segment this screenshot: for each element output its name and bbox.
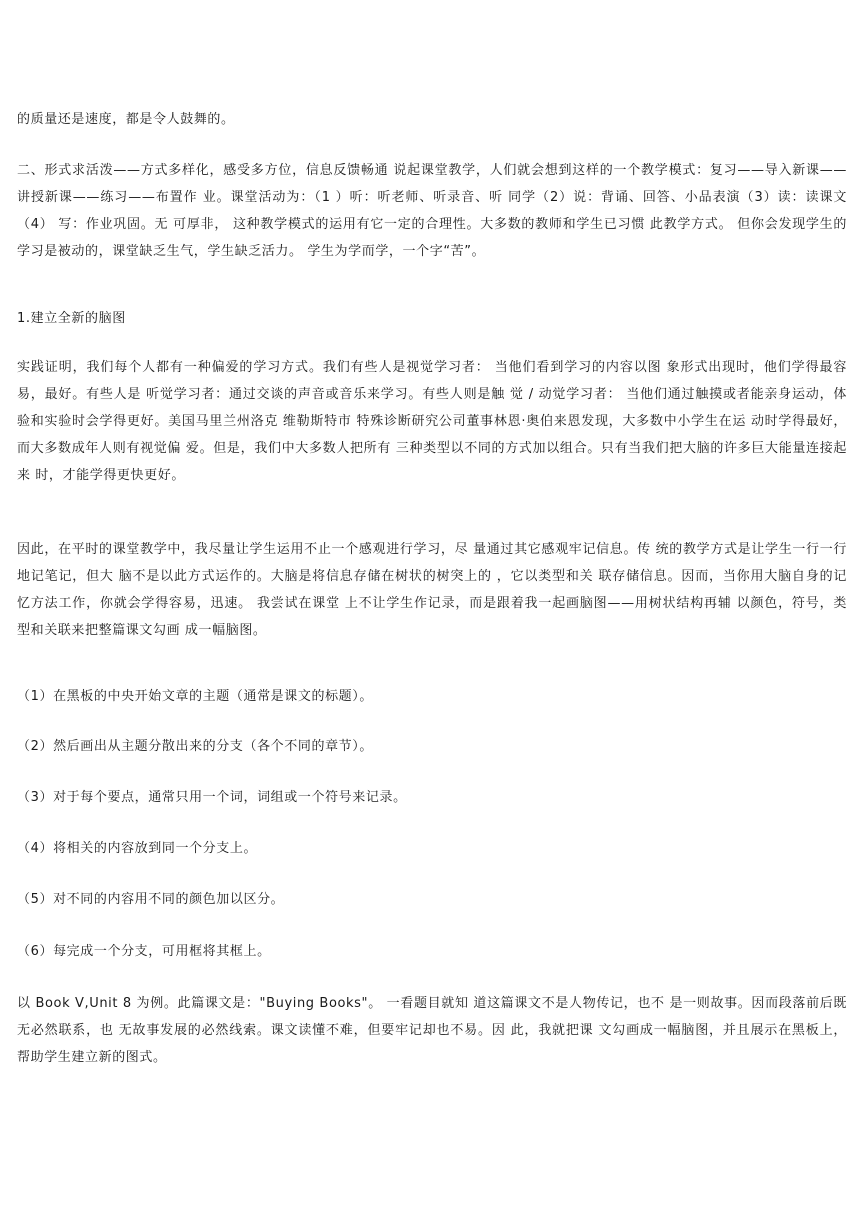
therefore-paragraph: 因此，在平时的课堂教学中，我尽量让学生运用不止一个感观进行学习，尽 量通过其它感观牢记信息。传 统的教学方式是让学生一行一行地记笔记，但大 脑不是以此方式运作的。大脑是将信息存储在树状的树突上的 ，它以类型和关 联存储信息。因而，当你用大脑自身的记忆方法工作，你就会学得容易，迅速。 我尝试在课堂 上不让学生作记录，而是跟着我一起画脑图——用树状结构再辅 以颜色，符号，类型和关联来把整篇课文勾画 成一幅脑图。 [17,542,847,638]
step-item: （6）每完成一个分支，可用框将其框上。 [17,944,271,959]
practice-paragraph: 实践证明，我们每个人都有一种偏爱的学习方式。我们有些人是视觉学习者： 当他们看到学习的内容以图 象形式出现时，他们学得最容易，最好。有些人是 听觉学习者：通过交谈的声音或音乐来学习。有些人则是触 觉 / 动觉学习者： 当他们通过触摸或者能亲身运动，体验和实验时会学得更好。美国马里兰州洛克 维勒斯特市 特殊诊断研究公司董事林恩·奥伯来恩发现，大多数中小学生在运 动时学得最好，而大多数成年人则有视觉偏 爱。但是，我们中大多数人把所有 三种类型以不同的方式加以组合。只有当我们把大脑的许多巨大能量连接起 来 时，才能学得更快更好。 [17,360,847,483]
step-item: （2）然后画出从主题分散出来的分支（各个不同的章节）。 [17,739,373,754]
example-paragraph: 以 Book V,Unit 8 为例。此篇课文是："Buying Books"。 一看题目就知 道这篇课文不是人物传记，也不 是一则故事。因而段落前后既无必然联系，也 无故事发展的必然线索。课文读懂不难，但要牢记却也不易。因 此，我就把课 文勾画成一幅脑图，并且展示在黑板上，帮助学生建立新的图式。 [17,996,847,1065]
step-item: （3）对于每个要点，通常只用一个词，词组或一个符号来记录。 [17,790,407,805]
intro-tail-paragraph: 的质量还是速度，都是令人鼓舞的。 [17,112,235,127]
section-two-paragraph: 二、形式求活泼——方式多样化，感受多方位，信息反馈畅通 说起课堂教学，人们就会想到这样的一个教学模式：复习——导入新课—— 讲授新课——练习——布置作 业。课堂活动为：（1 ）听：听老师、听录音、听 同学（2）说：背诵、回答、小品表演（3）读：读课文（4） 写：作业巩固。无 可厚非， 这种教学模式的运用有它一定的合理性。大多数的教师和学生已习惯 此教学方式。 但你会发现学生的学习是被动的，课堂缺乏生气，学生缺乏活力。 学生为学而学，一个字“苦”。 [17,163,847,259]
heading-build-new-mind-map: 1.建立全新的脑图 [17,311,126,326]
step-item: （1）在黑板的中央开始文章的主题（通常是课文的标题）。 [17,689,373,704]
step-item: （5）对不同的内容用不同的颜色加以区分。 [17,892,285,907]
step-item: （4）将相关的内容放到同一个分支上。 [17,841,258,856]
